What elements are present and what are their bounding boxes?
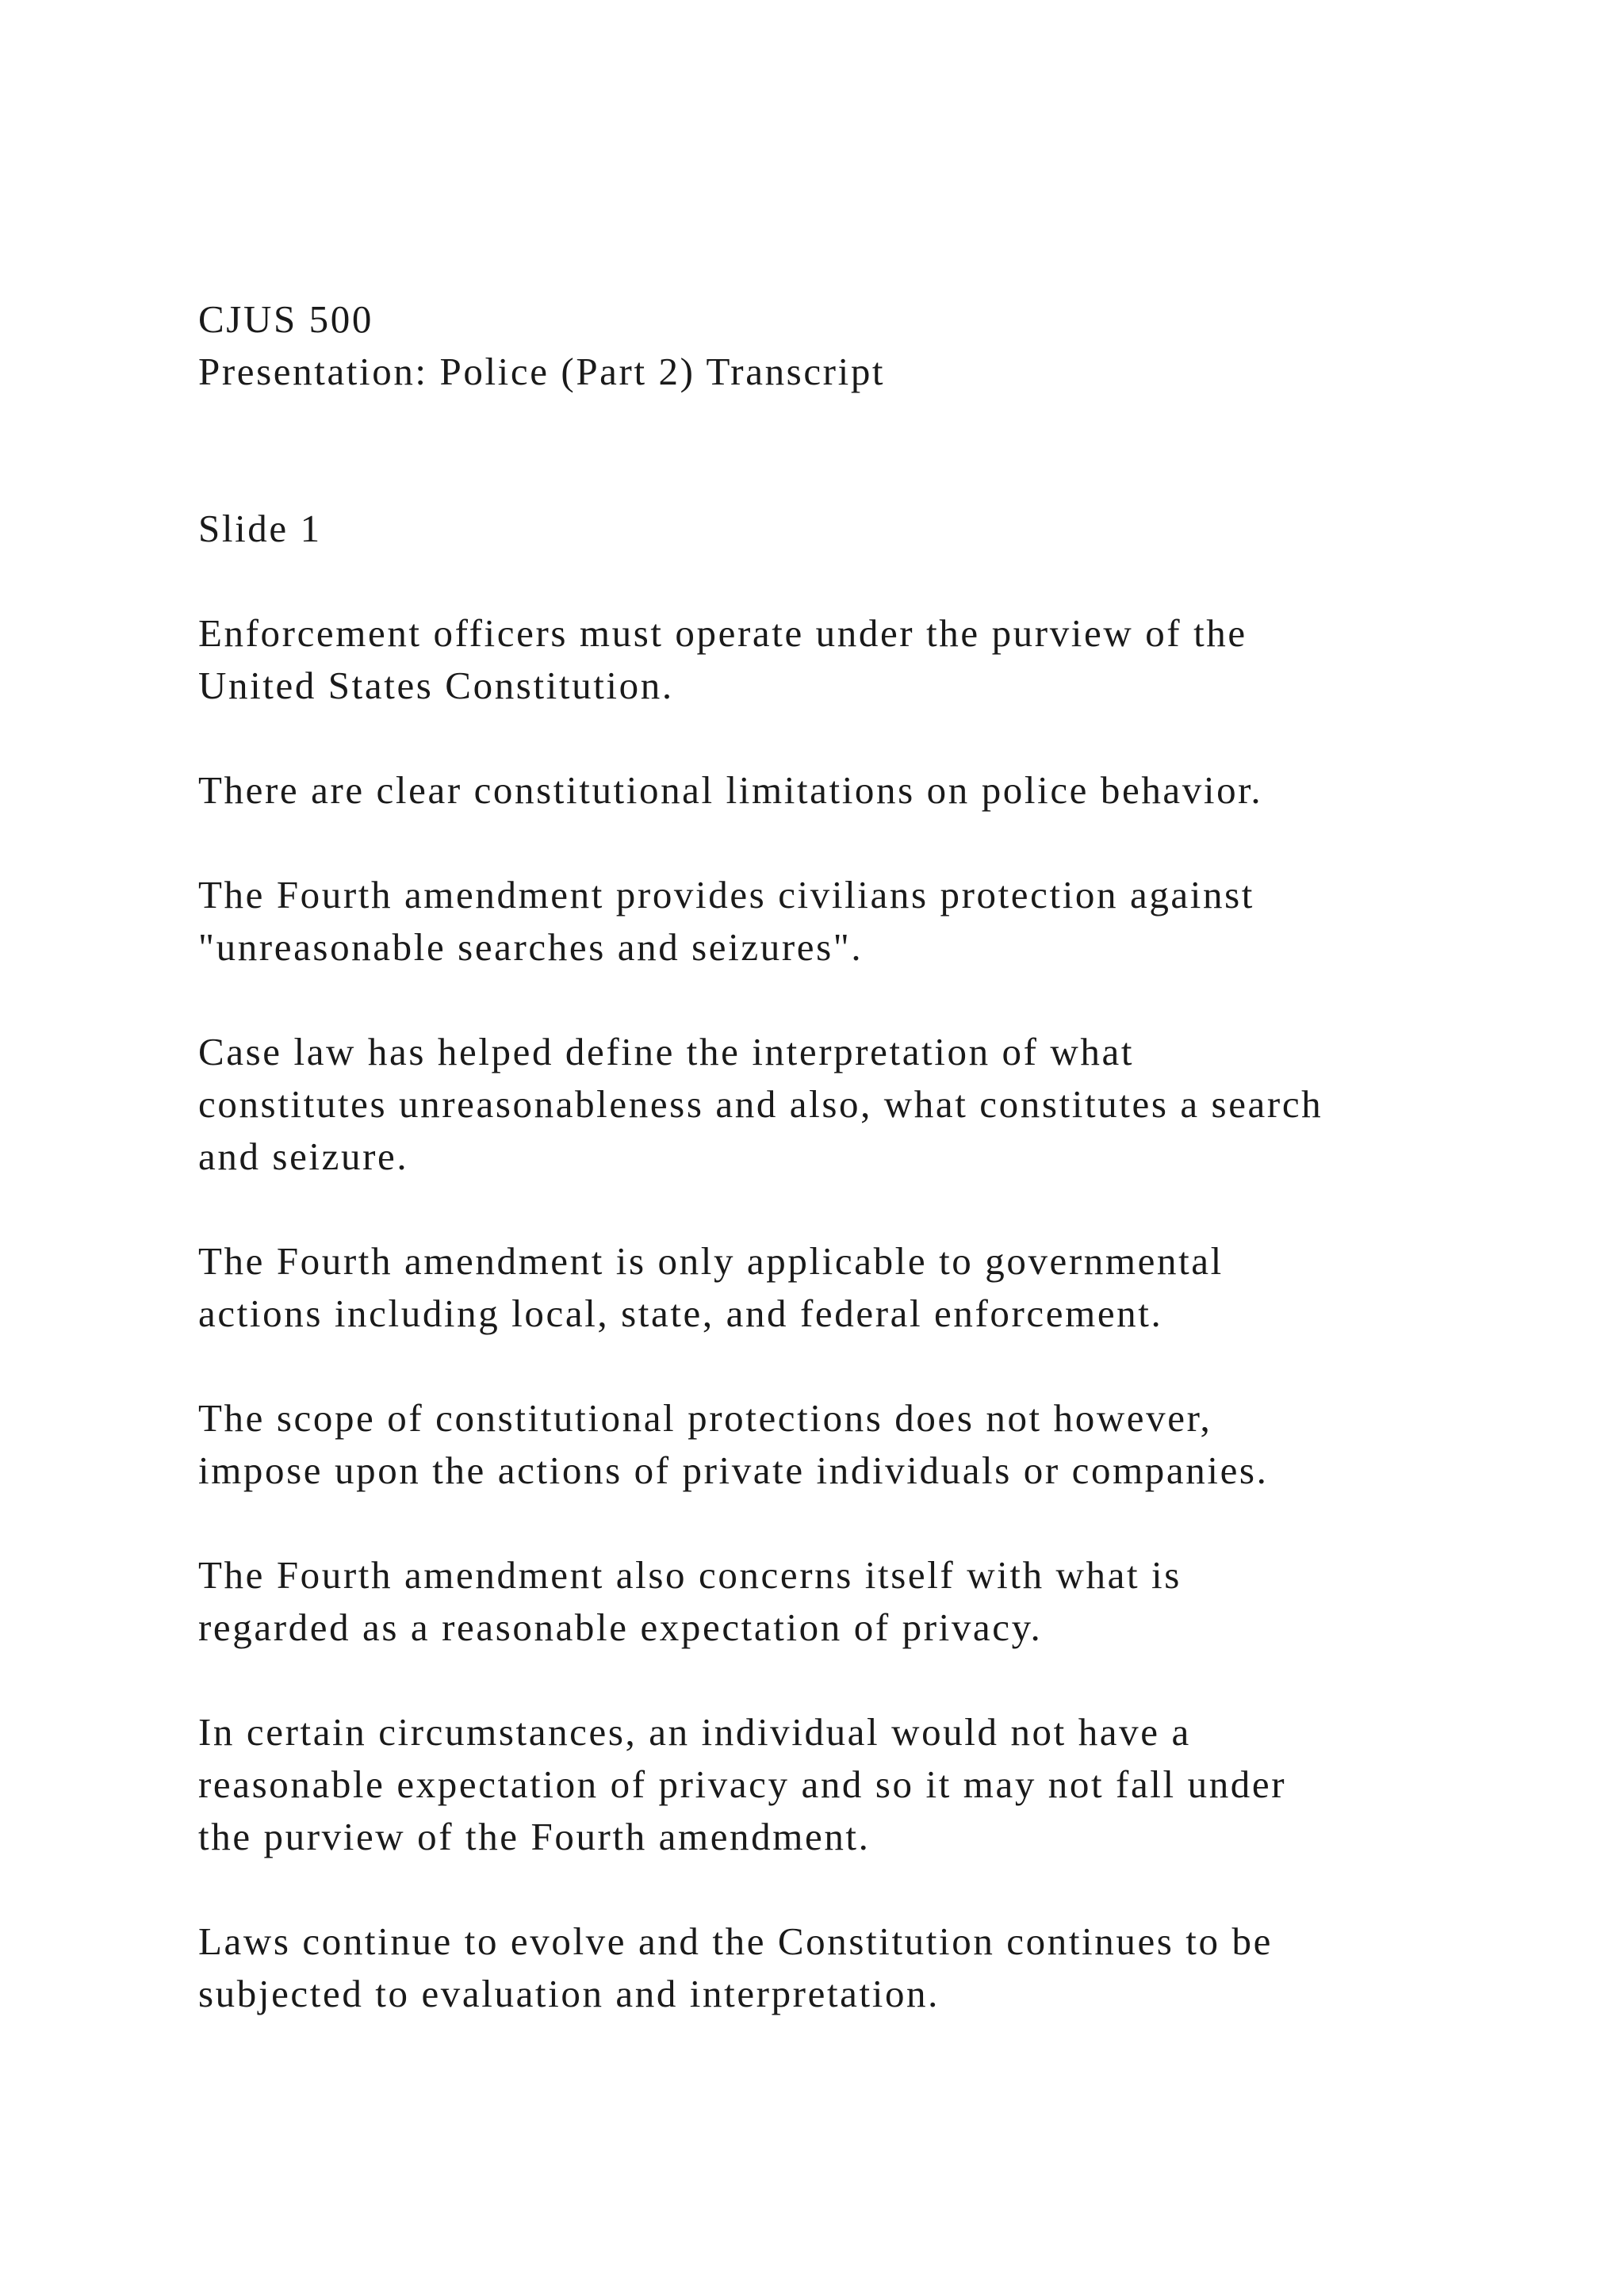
- paragraph-line: Case law has helped define the interpretation of what: [198, 1030, 1135, 1073]
- transcript-paragraph: [198, 869, 1546, 974]
- paragraph-line: impose upon the actions of private individuals or companies.: [198, 1448, 1269, 1492]
- paragraph-line: actions including local, state, and federal enforcement.: [198, 1292, 1163, 1335]
- document-title: Presentation: Police (Part 2) Transcript: [198, 350, 886, 393]
- course-code: CJUS 500: [198, 297, 373, 341]
- transcript-paragraph: [198, 1706, 1546, 1863]
- paragraph-line: The Fourth amendment is only applicable to governmental: [198, 1239, 1224, 1283]
- transcript-paragraph: [198, 1549, 1546, 1654]
- document-body: [198, 293, 1546, 2020]
- paragraph-line: Laws continue to evolve and the Constitution continues to be: [198, 1919, 1273, 1963]
- paragraph-line: United States Constitution.: [198, 664, 674, 707]
- transcript-paragraph: [198, 1915, 1546, 2020]
- paragraph-line: The scope of constitutional protections does not however,: [198, 1396, 1212, 1440]
- paragraph-line: "unreasonable searches and seizures".: [198, 925, 864, 969]
- transcript-paragraph: [198, 764, 1546, 817]
- paragraph-line: constitutes unreasonableness and also, what constitutes a search: [198, 1082, 1323, 1126]
- paragraph-line: the purview of the Fourth amendment.: [198, 1815, 871, 1858]
- paragraph-line: The Fourth amendment also concerns itself with what is: [198, 1553, 1182, 1597]
- paragraph-line: and seizure.: [198, 1135, 409, 1178]
- paragraph-line: regarded as a reasonable expectation of privacy.: [198, 1605, 1043, 1649]
- slide-label: Slide 1: [198, 507, 322, 550]
- paragraph-line: reasonable expectation of privacy and so it may not fall under: [198, 1762, 1287, 1806]
- transcript-paragraph: [198, 607, 1546, 712]
- paragraph-line: subjected to evaluation and interpretation.: [198, 1972, 940, 2015]
- paragraph-line: Enforcement officers must operate under the purview of the: [198, 611, 1247, 655]
- transcript-paragraph: [198, 1392, 1546, 1497]
- paragraph-line: The Fourth amendment provides civilians protection against: [198, 873, 1254, 916]
- paragraph-line: There are clear constitutional limitations on police behavior.: [198, 768, 1263, 812]
- paragraph-line: In certain circumstances, an individual would not have a: [198, 1710, 1191, 1754]
- transcript-paragraph: [198, 1235, 1546, 1340]
- transcript-paragraph: [198, 1026, 1546, 1183]
- transcript-paragraphs: [198, 607, 1546, 2020]
